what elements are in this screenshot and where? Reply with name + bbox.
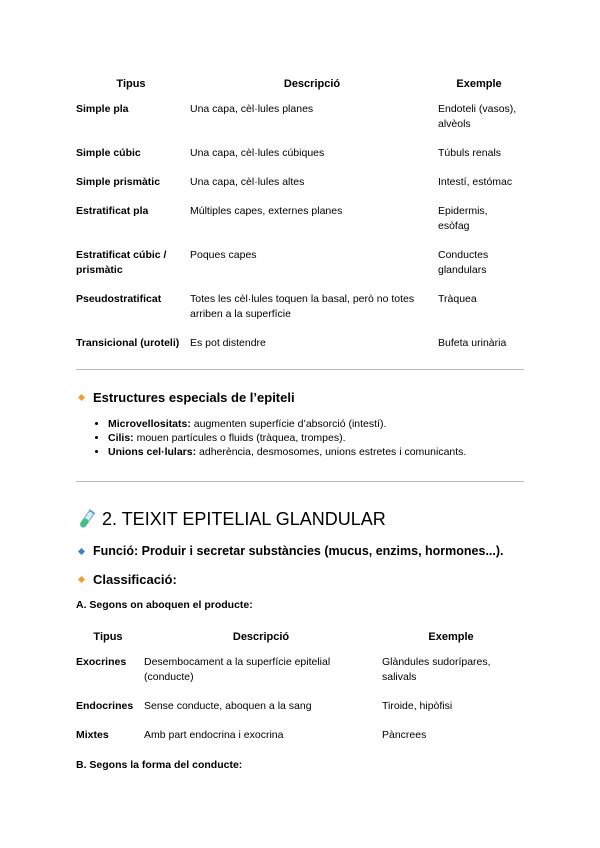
subheading-b: B. Segons la forma del conducte: [76,759,243,771]
cell-tipus: Simple cúbic [76,147,141,159]
cell-exemple: Glàndules sudorípares, salivals [382,656,491,683]
classification-text: Classificació: [93,572,177,587]
cell-descripcio: Desembocament a la superfície epitelial (conducte) [144,656,331,683]
cell-descripcio: Una capa, cèl·lules cúbiques [190,147,325,159]
cell-tipus: Estratificat cúbic / prismàtic [76,249,167,276]
item-term: Unions cel·lulars: [108,446,197,458]
section2-title: 2. TEIXIT EPITELIAL GLANDULAR [102,508,386,529]
table-row [76,724,524,753]
cell-descripcio: Poques capes [190,249,257,261]
header-tipus: Tipus [116,78,146,90]
document-page [76,70,524,771]
test-tube-icon [76,508,98,530]
classification-heading [76,572,524,587]
header-descripcio: Descripció [232,631,290,643]
cell-descripcio: Totes les cèl·lules toquen la basal, però no totes arriben a la superfície [190,293,415,320]
header-descripcio: Descripció [283,78,341,90]
function-text: Funció: Produir i secretar substàncies (mucus, enzims, hormones...). [93,544,504,558]
cell-descripcio: Múltiples capes, externes planes [190,205,343,217]
epithelium-types-table [76,70,524,361]
cell-descripcio: Amb part endocrina i exocrina [144,729,284,741]
cell-descripcio: Una capa, cèl·lules altes [190,176,305,188]
cell-tipus: Transicional (uroteli) [76,337,180,349]
cell-descripcio: Es pot distendre [190,337,266,349]
structures-heading [76,390,524,405]
orange-diamond-icon [78,576,85,583]
list-item [108,445,524,459]
list-item [108,417,524,431]
item-text: augmenten superfície d’absorció (intestí). [190,418,387,430]
function-line [76,544,524,558]
table-row [76,651,524,695]
table-row [76,244,524,288]
item-text: mouen partícules o fluids (tràquea, trompes). [133,432,346,444]
orange-diamond-icon [78,394,85,401]
table-row [76,695,524,724]
cell-tipus: Simple pla [76,103,129,115]
cell-tipus: Estratificat pla [76,205,149,217]
table-header-row [76,623,524,651]
table-row [76,171,524,200]
item-term: Cilis: [108,432,134,444]
header-tipus: Tipus [93,631,123,643]
table-row [76,332,524,361]
gland-types-table [76,623,524,753]
section-divider [76,369,524,370]
subheading-a: A. Segons on aboquen el producte: [76,599,253,611]
header-exemple: Exemple [428,631,474,643]
structures-list [76,417,524,459]
cell-exemple: Tiroide, hipòfisi [382,700,453,712]
cell-exemple: Tràquea [438,293,477,305]
cell-exemple: Pàncrees [382,729,427,741]
list-item [108,431,524,445]
blue-diamond-icon [78,547,85,554]
header-exemple: Exemple [456,78,502,90]
cell-exemple: Túbuls renals [438,147,502,159]
item-term: Microvellositats: [108,418,191,430]
cell-tipus: Exocrines [76,656,127,668]
table-row [76,200,524,244]
cell-tipus: Endocrines [76,700,134,712]
cell-tipus: Mixtes [76,729,109,741]
cell-exemple: Bufeta urinària [438,337,507,349]
item-text: adherència, desmosomes, unions estretes i comunicants. [196,446,467,458]
cell-tipus: Pseudostratificat [76,293,162,305]
section-divider [76,481,524,482]
cell-exemple: Intestí, estómac [438,176,513,188]
section2-heading [76,508,524,530]
cell-descripcio: Una capa, cèl·lules planes [190,103,314,115]
cell-exemple: Endoteli (vasos), alvèols [438,103,517,130]
cell-exemple: Epidermis, esòfag [438,205,488,232]
cell-exemple: Conductes glandulars [438,249,489,276]
cell-tipus: Simple prismàtic [76,176,161,188]
table-row [76,288,524,332]
table-header-row [76,70,524,98]
structures-title: Estructures especials de l’epiteli [93,390,295,405]
table-row [76,98,524,142]
table-row [76,142,524,171]
cell-descripcio: Sense conducte, aboquen a la sang [144,700,312,712]
